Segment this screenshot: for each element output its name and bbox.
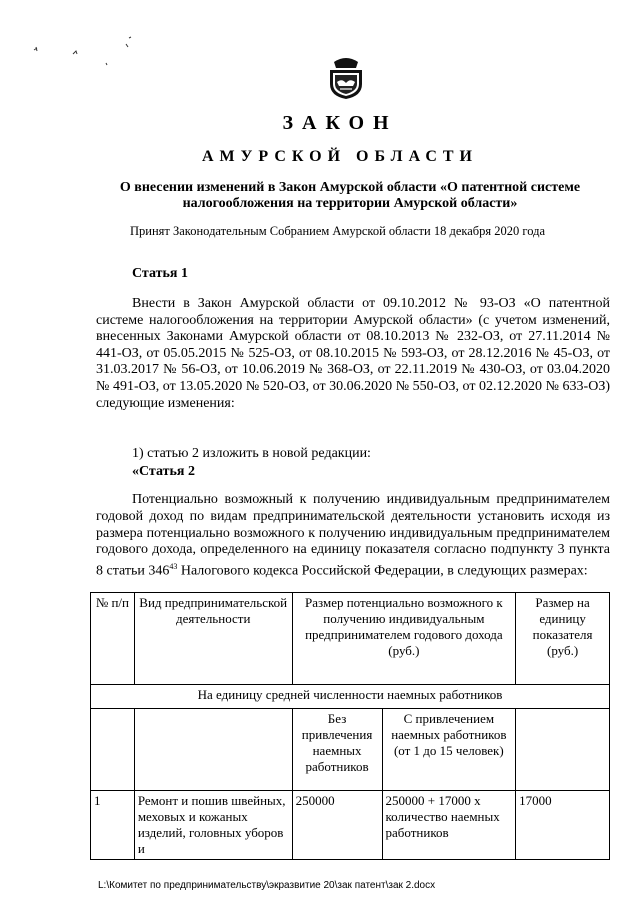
article-2-heading: «Статья 2 bbox=[132, 464, 195, 479]
region-title: АМУРСКОЙ ОБЛАСТИ bbox=[202, 148, 478, 165]
row-with: 250000 + 17000 x количество наемных работников bbox=[382, 791, 516, 860]
table-subheader-row bbox=[91, 709, 610, 791]
file-path-footer: L:\Комитет по предпринимательству\экразвитие 20\зак патент\зак 2.docx bbox=[98, 880, 436, 891]
article-2-text bbox=[96, 492, 610, 581]
section-label: На единицу средней численности наемных работников bbox=[91, 685, 610, 709]
row-activity: Ремонт и пошив швейных, меховых и кожаных изделий, головных уборов и bbox=[134, 791, 292, 860]
table-section-row bbox=[91, 685, 610, 709]
law-subtitle: О внесении изменений в Закон Амурской области «О патентной системе налогообложения на территории Амурской области» bbox=[119, 180, 581, 211]
subheader-empty-activity bbox=[134, 709, 292, 791]
table-header-row bbox=[91, 593, 610, 685]
header-activity: Вид предпринимательской деятельности bbox=[134, 593, 292, 685]
header-income: Размер потенциально возможного к получению индивидуальным предпринимателем годового дохода (руб.) bbox=[292, 593, 516, 685]
article-2-text-after: Налогового кодекса Российской Федерации, в следующих размерах: bbox=[177, 563, 588, 579]
header-num: № п/п bbox=[91, 593, 135, 685]
article-1-heading: Статья 1 bbox=[132, 266, 188, 281]
article-2-text-before: Потенциально возможный к получению индивидуальным предпринимателем годовой доход по видам предпринимательской деятельности установить исходя из размера потенциально возможного к получению индивидуальным предпринимателем годового дохода, определенного на единицу показателя согласно подпункту 3 пункта 8 статьи 346 bbox=[96, 492, 610, 579]
row-without: 250000 bbox=[292, 791, 382, 860]
header-indicator: Размер на единицу показателя (руб.) bbox=[516, 593, 610, 685]
income-table bbox=[90, 592, 610, 860]
subheader-empty-num bbox=[91, 709, 135, 791]
table-row bbox=[91, 791, 610, 860]
subheader-with: С привлечением наемных работников (от 1 до 15 человек) bbox=[382, 709, 516, 791]
coat-of-arms-emblem bbox=[326, 56, 366, 100]
law-title: ЗАКОН bbox=[282, 112, 398, 134]
article-2-text-superscript: 43 bbox=[169, 562, 178, 572]
article-1-item-1: 1) статью 2 изложить в новой редакции: bbox=[132, 446, 371, 461]
adoption-line: Принят Законодательным Собранием Амурской области 18 декабря 2020 года bbox=[130, 224, 546, 238]
row-indicator: 17000 bbox=[516, 791, 610, 860]
subheader-empty-indicator bbox=[516, 709, 610, 791]
article-1-text: Внести в Закон Амурской области от 09.10.2012 № 93-ОЗ «О патентной системе налогообложения на территории Амурской области» (с учетом изменений, внесенных Законами Амурской области от 08.10.2013 № 232-ОЗ, от 27.11.2014 № 441-ОЗ, от 05.05.2015 № 525-ОЗ, от 08.10.2015 № 593-ОЗ, от 28.12.2016 № 45-ОЗ, от 31.03.2017 № 56-ОЗ, от 10.06.2019 № 368-ОЗ, от 22.11.2019 № 430-ОЗ, от 03.04.2020 № 491-ОЗ, от 13.05.2020 № 520-ОЗ, от 30.06.2020 № 550-ОЗ, от 02.12.2020 № 633-ОЗ) следующие изменения: bbox=[96, 296, 610, 411]
subheader-without: Без привлечения наемных работников bbox=[292, 709, 382, 791]
scan-specks bbox=[0, 0, 640, 70]
row-num: 1 bbox=[91, 791, 135, 860]
